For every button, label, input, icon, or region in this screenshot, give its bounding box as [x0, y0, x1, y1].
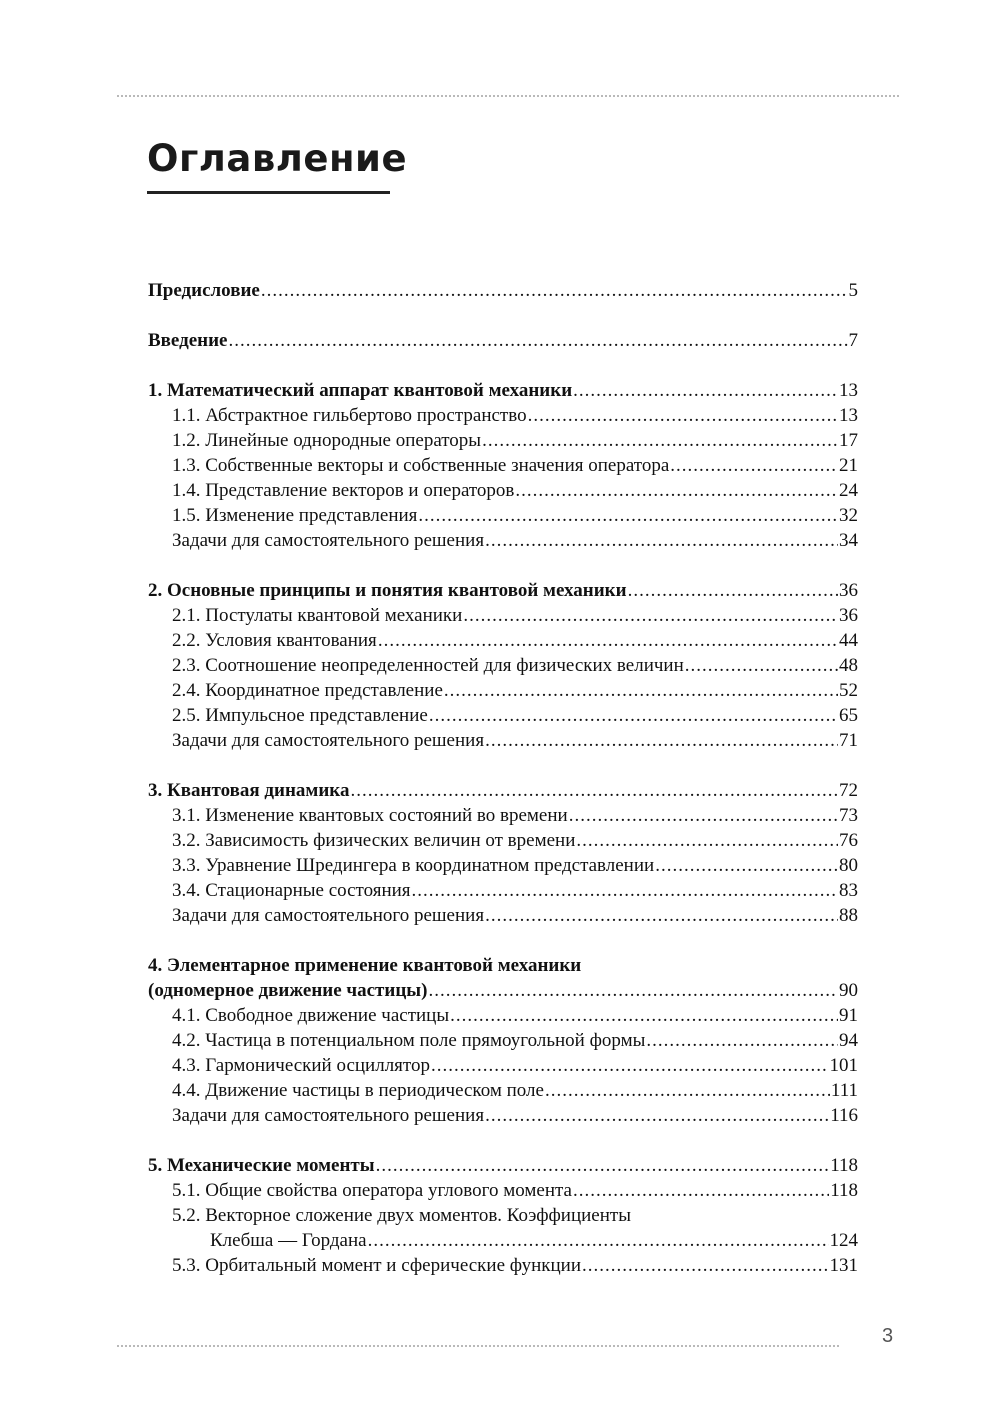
toc-entry-title: 5.1. Общие свойства оператора углового момента: [172, 1180, 572, 1201]
toc-chapter-1[interactable]: [148, 378, 858, 403]
dot-leader: [463, 603, 838, 628]
toc-entry-page: 52: [839, 680, 858, 701]
toc-entry-title: 1.5. Изменение представления: [172, 505, 418, 526]
toc-entry-title: 3.1. Изменение квантовых состояний во времени: [172, 805, 568, 826]
toc-entry-page: 48: [839, 655, 858, 676]
page-number: 3: [882, 1325, 894, 1347]
dot-leader: [229, 328, 848, 353]
toc-section-5-3[interactable]: [148, 1253, 858, 1278]
toc-entry-page: 65: [839, 705, 858, 726]
dot-leader: [482, 428, 838, 453]
toc-entry-page: 131: [829, 1255, 858, 1276]
toc-section-1-5[interactable]: [148, 503, 858, 528]
dot-leader: [515, 478, 838, 503]
toc-entry-page: 17: [839, 430, 858, 451]
toc-entry-page: 21: [839, 455, 858, 476]
toc-entry-intro[interactable]: [148, 328, 858, 353]
toc-entry-title: 3.2. Зависимость физических величин от времени: [172, 830, 576, 851]
toc-entry-page: 13: [839, 405, 858, 426]
toc-entry-title: Задачи для самостоятельного решения: [172, 1105, 485, 1126]
toc-entry-page: 80: [839, 855, 858, 876]
table-of-contents: [148, 278, 858, 1278]
toc-entry-title: Задачи для самостоятельного решения: [172, 730, 485, 751]
toc-chapter-5[interactable]: [148, 1153, 858, 1178]
toc-section-5-1[interactable]: [148, 1178, 858, 1203]
toc-entry-title: 2.2. Условия квантования: [172, 630, 377, 651]
toc-entry-title: 2. Основные принципы и понятия квантовой механики: [148, 580, 627, 601]
dot-leader: [485, 528, 838, 553]
toc-entry-page: 94: [839, 1030, 858, 1051]
dot-leader: [545, 1078, 830, 1103]
toc-section-1-1[interactable]: [148, 403, 858, 428]
toc-entry-page: 90: [839, 980, 858, 1001]
dot-leader: [418, 503, 838, 528]
toc-entry-title: 2.4. Координатное представление: [172, 680, 443, 701]
dot-leader: [450, 1003, 838, 1028]
top-dotted-rule: [117, 95, 899, 97]
toc-entry-title: Задачи для самостоятельного решения: [172, 905, 485, 926]
toc-entry-page: 44: [839, 630, 858, 651]
toc-entry-title: Задачи для самостоятельного решения: [172, 530, 485, 551]
toc-section-1-exercises[interactable]: [148, 528, 858, 553]
dot-leader: [582, 1253, 829, 1278]
toc-section-4-1[interactable]: [148, 1003, 858, 1028]
dot-leader: [431, 1053, 829, 1078]
toc-section-1-4[interactable]: [148, 478, 858, 503]
toc-section-2-3[interactable]: [148, 653, 858, 678]
dot-leader: [429, 703, 838, 728]
toc-entry-title: 2.3. Соотношение неопределенностей для физических величин: [172, 655, 684, 676]
dot-leader: [569, 803, 838, 828]
toc-section-2-5[interactable]: [148, 703, 858, 728]
toc-section-2-1[interactable]: [148, 603, 858, 628]
toc-entry-page: 72: [839, 780, 858, 801]
toc-entry-page: 118: [830, 1155, 858, 1176]
dot-leader: [261, 278, 848, 303]
toc-entry-page: 71: [839, 730, 858, 751]
toc-entry-title: 1. Математический аппарат квантовой механики: [148, 380, 573, 401]
toc-chapter-2[interactable]: [148, 578, 858, 603]
title-underline: [147, 191, 390, 194]
dot-leader: [376, 1153, 830, 1178]
toc-section-3-2[interactable]: [148, 828, 858, 853]
dot-leader: [685, 653, 838, 678]
bottom-dotted-rule: [117, 1345, 839, 1347]
dot-leader: [428, 978, 838, 1003]
toc-entry-title: Клебша — Гордана: [210, 1230, 367, 1251]
dot-leader: [528, 403, 838, 428]
dot-leader: [573, 1178, 829, 1203]
toc-section-4-4[interactable]: [148, 1078, 858, 1103]
toc-entry-title: 5.2. Векторное сложение двух моментов. Коэффициенты: [172, 1205, 631, 1226]
toc-section-4-2[interactable]: [148, 1028, 858, 1053]
toc-section-3-1[interactable]: [148, 803, 858, 828]
toc-entry-title: 4.4. Движение частицы в периодическом поле: [172, 1080, 544, 1101]
dot-leader: [368, 1228, 829, 1253]
toc-entry-title: 1.2. Линейные однородные операторы: [172, 430, 482, 451]
toc-entry-page: 5: [848, 280, 858, 301]
toc-section-3-3[interactable]: [148, 853, 858, 878]
toc-entry-title: 5.3. Орбитальный момент и сферические функции: [172, 1255, 581, 1276]
toc-entry-page: 91: [839, 1005, 858, 1026]
toc-entry-page: 118: [830, 1180, 858, 1201]
toc-section-2-4[interactable]: [148, 678, 858, 703]
toc-chapter-4[interactable]: [148, 978, 858, 1003]
toc-entry-title: 3.4. Стационарные состояния: [172, 880, 411, 901]
toc-entry-title: 1.3. Собственные векторы и собственные значения оператора: [172, 455, 670, 476]
toc-entry-page: 34: [839, 530, 858, 551]
toc-chapter-3[interactable]: [148, 778, 858, 803]
toc-section-4-exercises[interactable]: [148, 1103, 858, 1128]
dot-leader: [412, 878, 838, 903]
dot-leader: [485, 728, 838, 753]
toc-entry-preface[interactable]: [148, 278, 858, 303]
toc-section-4-3[interactable]: [148, 1053, 858, 1078]
toc-entry-page: 73: [839, 805, 858, 826]
toc-section-5-2[interactable]: [148, 1228, 858, 1253]
toc-entry-page: 101: [829, 1055, 858, 1076]
dot-leader: [573, 378, 838, 403]
toc-entry-title: 4.2. Частица в потенциальном поле прямоугольной формы: [172, 1030, 646, 1051]
dot-leader: [655, 853, 838, 878]
toc-entry-page: 76: [839, 830, 858, 851]
toc-entry-title: Введение: [148, 330, 228, 351]
toc-entry-page: 111: [830, 1080, 858, 1101]
dot-leader: [670, 453, 838, 478]
toc-entry-title: 4. Элементарное применение квантовой механики: [148, 955, 582, 976]
dot-leader: [576, 828, 838, 853]
toc-entry-title: 1.1. Абстрактное гильбертово пространство: [172, 405, 527, 426]
toc-section-3-exercises[interactable]: [148, 903, 858, 928]
toc-section-3-4[interactable]: [148, 878, 858, 903]
dot-leader: [485, 903, 838, 928]
dot-leader: [444, 678, 838, 703]
toc-entry-title: 3.3. Уравнение Шредингера в координатном представлении: [172, 855, 655, 876]
toc-section-1-2[interactable]: [148, 428, 858, 453]
toc-entry-page: 88: [839, 905, 858, 926]
dot-leader: [628, 578, 838, 603]
toc-entry-page: 116: [830, 1105, 858, 1126]
toc-entry-title: 4.3. Гармонический осциллятор: [172, 1055, 430, 1076]
toc-entry-page: 124: [829, 1230, 858, 1251]
toc-section-1-3[interactable]: [148, 453, 858, 478]
toc-chapter-4-line1[interactable]: [148, 953, 858, 978]
toc-entry-page: 7: [848, 330, 858, 351]
toc-entry-title: 3. Квантовая динамика: [148, 780, 350, 801]
toc-entry-page: 83: [839, 880, 858, 901]
toc-entry-title: 2.1. Постулаты квантовой механики: [172, 605, 463, 626]
toc-entry-page: 24: [839, 480, 858, 501]
dot-leader: [350, 778, 838, 803]
dot-leader: [646, 1028, 838, 1053]
toc-entry-page: 36: [839, 605, 858, 626]
page-title: Оглавление: [147, 137, 408, 180]
toc-entry-title: 2.5. Импульсное представление: [172, 705, 428, 726]
toc-entry-title: 4.1. Свободное движение частицы: [172, 1005, 450, 1026]
dot-leader: [378, 628, 838, 653]
toc-entry-page: 36: [839, 580, 858, 601]
toc-entry-title: 1.4. Представление векторов и операторов: [172, 480, 515, 501]
toc-entry-page: 13: [839, 380, 858, 401]
toc-entry-title: (одномерное движение частицы): [148, 980, 428, 1001]
toc-section-2-exercises[interactable]: [148, 728, 858, 753]
toc-entry-page: 32: [839, 505, 858, 526]
toc-section-5-2-line1[interactable]: [148, 1203, 858, 1228]
toc-section-2-2[interactable]: [148, 628, 858, 653]
toc-entry-title: Предисловие: [148, 280, 260, 301]
toc-entry-title: 5. Механические моменты: [148, 1155, 375, 1176]
dot-leader: [485, 1103, 829, 1128]
